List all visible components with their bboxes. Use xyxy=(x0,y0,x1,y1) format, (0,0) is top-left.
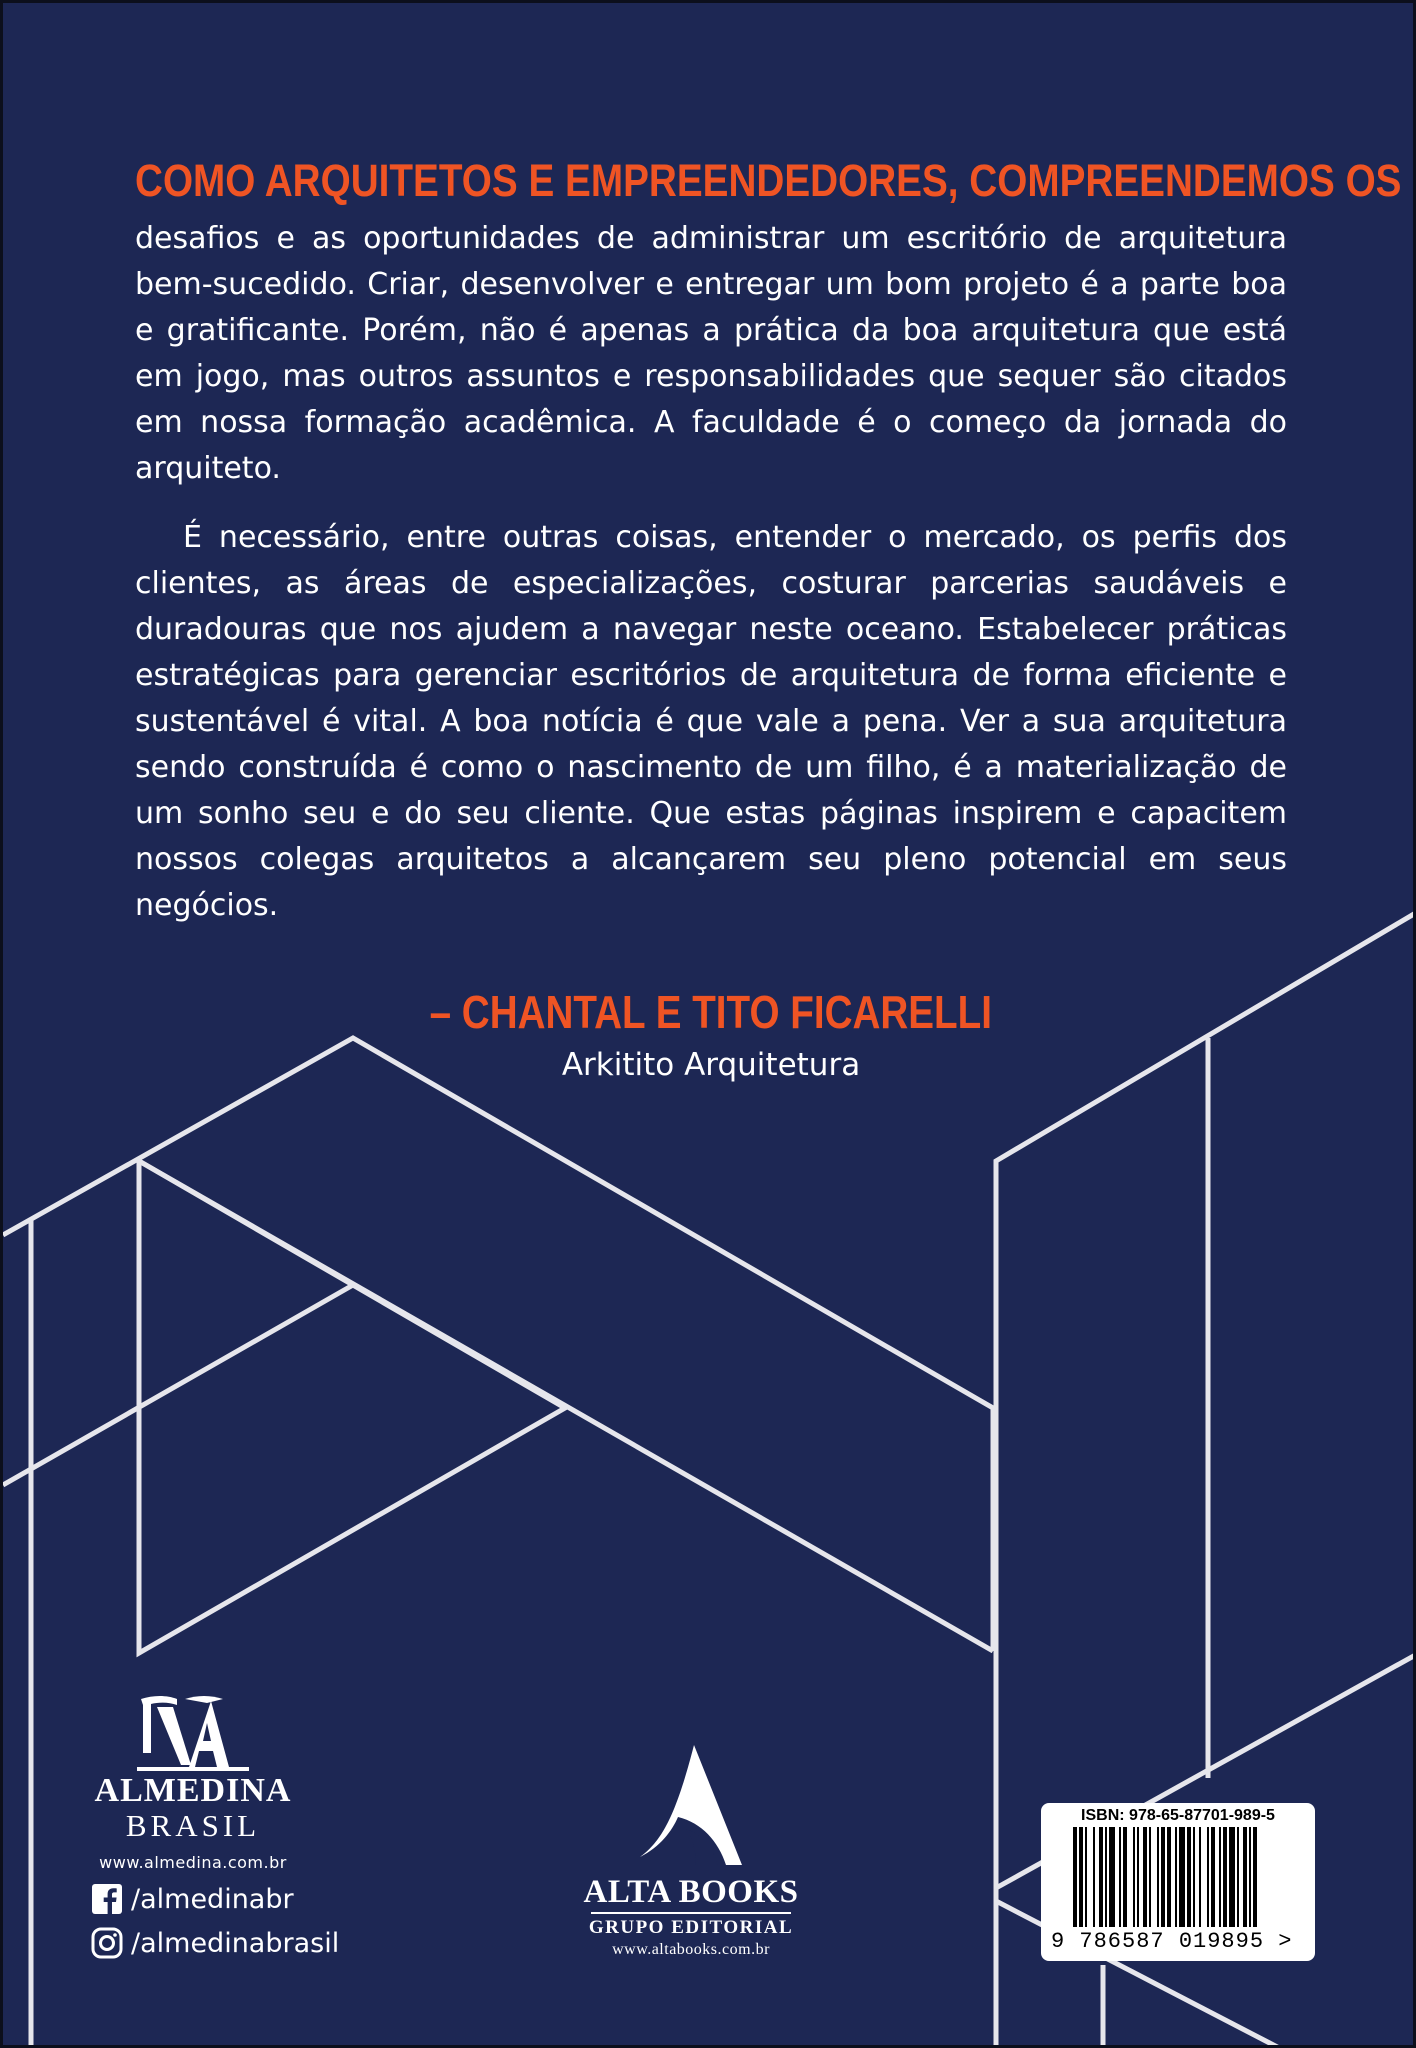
barcode-digits: 9 786587 019895 > xyxy=(1051,1929,1293,1954)
barcode-bar xyxy=(1161,1827,1165,1927)
blurb-paragraph-2: É necessário, entre outras coisas, entender o mercado, os perfis dos clientes, as áreas de especializações, costurar parcerias saudáveis e duradouras que nos ajudem a navegar neste oceano. Estabelecer práticas estratégicas para gerenciar escritórios de arquitetura de forma eficiente e sustentável é vital. A boa notícia é que vale a pena. Ver a sua arquitetura sendo construída é como o nascimento de um filho, é a materialização de um sonho seu e do seu cliente. Que estas páginas inspirem e capacitem nossos colegas arquitetos a alcançarem seu pleno potencial em seus negócios. xyxy=(135,520,1287,923)
almedina-logo xyxy=(83,1693,303,1872)
facebook-icon xyxy=(91,1883,123,1915)
barcode-bar xyxy=(1253,1827,1257,1927)
barcode-bar xyxy=(1105,1827,1107,1927)
instagram-icon xyxy=(91,1927,123,1959)
barcode-bars xyxy=(1073,1827,1303,1935)
barcode-bar xyxy=(1229,1827,1235,1927)
pattern-line xyxy=(139,1161,565,1653)
instagram-handle: /almedinabrasil xyxy=(131,1927,340,1959)
barcode-bar xyxy=(1219,1827,1221,1927)
altabooks-url[interactable]: www.altabooks.com.br xyxy=(612,1941,770,1958)
almedina-sub: BRASIL xyxy=(125,1808,261,1843)
author-name: – CHANTAL E TITO FICARELLI xyxy=(429,986,993,1038)
isbn-label: ISBN: 978-65-87701-989-5 xyxy=(1081,1807,1275,1824)
barcode-bar xyxy=(1199,1827,1201,1927)
firm-name: Arkitito Arquitetura xyxy=(561,1047,861,1083)
almedina-name: ALMEDINA xyxy=(94,1772,292,1809)
barcode-bar xyxy=(1085,1827,1087,1927)
barcode-bar xyxy=(1079,1827,1083,1927)
barcode-bar xyxy=(1143,1827,1147,1927)
instagram-link[interactable] xyxy=(91,1927,339,1959)
barcode-bar xyxy=(1187,1827,1191,1927)
barcode-bar xyxy=(1119,1827,1121,1927)
barcode-bar xyxy=(1109,1827,1115,1927)
barcode-bar xyxy=(1137,1827,1139,1927)
barcode-bar xyxy=(1243,1827,1247,1927)
almedina-url[interactable]: www.almedina.com.br xyxy=(99,1853,287,1872)
barcode-bar xyxy=(1123,1827,1127,1927)
barcode-bar xyxy=(1073,1827,1077,1927)
divider xyxy=(591,1912,791,1914)
barcode-bar xyxy=(1179,1827,1185,1927)
barcode-bar xyxy=(1149,1827,1151,1927)
barcode-bar xyxy=(1099,1827,1103,1927)
barcode-bar xyxy=(1249,1827,1251,1927)
pattern-line xyxy=(3,1038,993,1651)
almedina-monogram-icon xyxy=(133,1693,253,1773)
barcode-bar xyxy=(1211,1827,1215,1927)
altabooks-triangle-icon xyxy=(636,1745,746,1865)
barcode-bar xyxy=(1133,1827,1135,1927)
isbn-barcode xyxy=(1041,1803,1315,1961)
headline: COMO ARQUITETOS E EMPREENDEDORES, COMPREENDEMOS OS xyxy=(135,155,1402,206)
barcode-bar xyxy=(1167,1827,1171,1927)
barcode-bar xyxy=(1175,1827,1177,1927)
author-credit xyxy=(3,985,1416,1039)
blurb-paragraph-1: desafios e as oportunidades de administrar um escritório de arquitetura bem-sucedido. Criar, desenvolver e entregar um bom projeto é a parte boa e gratificante. Porém, não é apenas a prática da boa arquitetura que está em jogo, mas outros assuntos e responsabilidades que sequer são citados em nossa formação acadêmica. A faculdade é o começo da jornada do arquiteto. xyxy=(135,221,1287,486)
barcode-bar xyxy=(1157,1827,1159,1927)
pattern-line xyxy=(3,1285,353,1485)
facebook-handle: /almedinabr xyxy=(131,1883,294,1915)
altabooks-name: ALTA BOOKS xyxy=(583,1874,799,1910)
facebook-link[interactable] xyxy=(91,1883,294,1915)
barcode-bar xyxy=(1093,1827,1095,1927)
barcode-bar xyxy=(1223,1827,1227,1927)
altabooks-logo xyxy=(571,1745,811,1961)
barcode-bar xyxy=(1207,1827,1209,1927)
altabooks-group: GRUPO EDITORIAL xyxy=(588,1917,794,1938)
barcode-bar xyxy=(1237,1827,1239,1927)
barcode-bar xyxy=(1193,1827,1195,1927)
